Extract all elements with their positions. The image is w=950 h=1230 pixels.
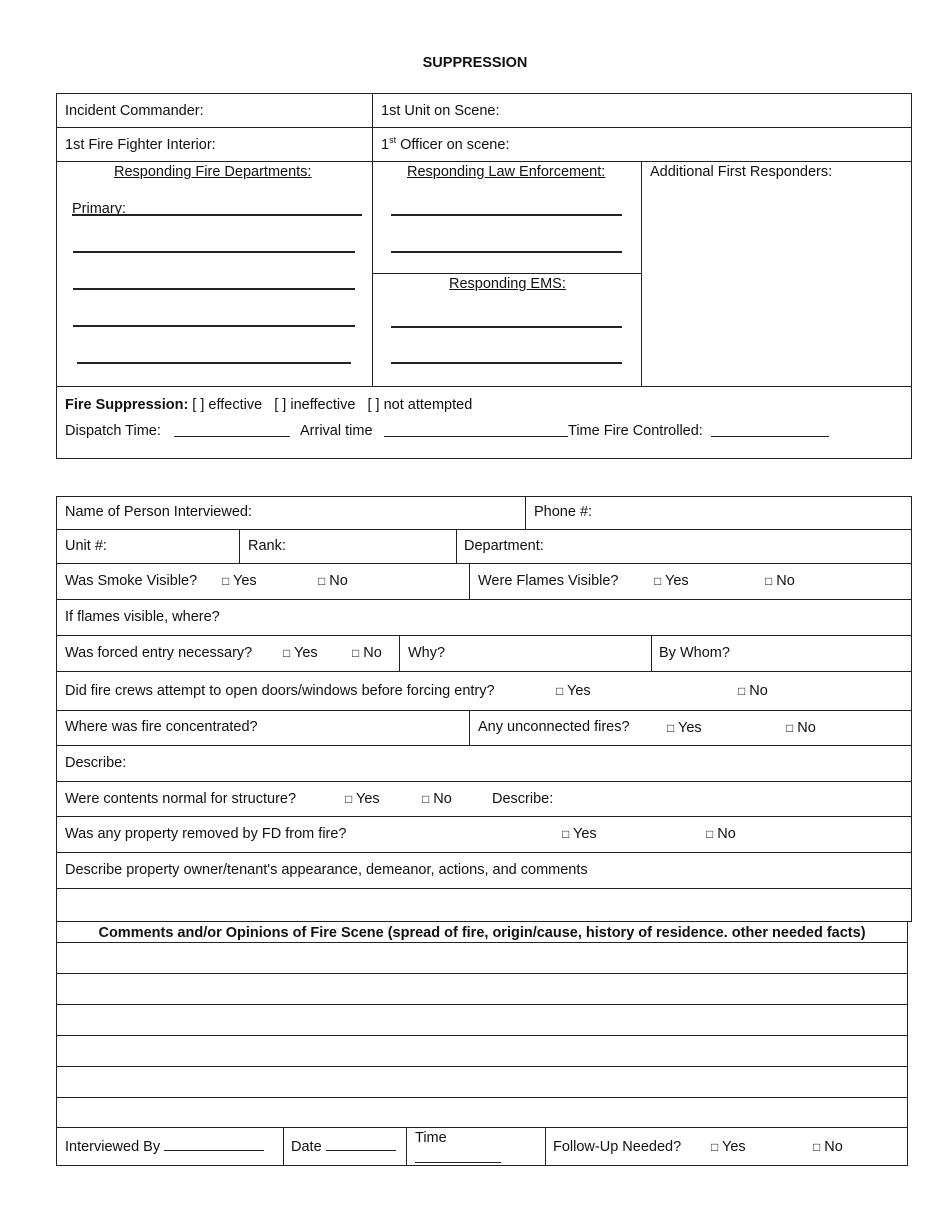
no-label: No xyxy=(717,826,736,842)
yes-label: Yes xyxy=(294,645,318,661)
divider xyxy=(456,529,457,563)
flames-visible-label: Were Flames Visible? xyxy=(478,573,619,589)
flames-yes-option[interactable] xyxy=(654,572,689,590)
yes-label: Yes xyxy=(573,826,597,842)
time-line[interactable] xyxy=(415,1162,501,1163)
responding-le-heading: Responding Law Enforcement: xyxy=(407,164,606,180)
comments-heading: Comments and/or Opinions of Fire Scene (spread of fire, origin/cause, history of residence. other needed facts) xyxy=(98,925,866,941)
checkbox-icon: □ xyxy=(786,721,794,735)
no-label: No xyxy=(776,573,795,589)
interviewed-by-label: Interviewed By xyxy=(65,1139,161,1155)
flames-where-field[interactable]: If flames visible, where? xyxy=(65,609,220,625)
no-label: No xyxy=(749,683,768,699)
checkbox-icon: □ xyxy=(222,574,230,588)
comments-table xyxy=(56,942,908,1166)
unconnected-fires-label: Any unconnected fires? xyxy=(478,719,630,735)
comment-line[interactable] xyxy=(56,1127,908,1128)
divider xyxy=(239,529,240,563)
fd-line[interactable] xyxy=(73,288,355,290)
first-unit-field[interactable]: 1st Unit on Scene: xyxy=(381,103,500,119)
fire-suppression-label: Fire Suppression: xyxy=(65,397,189,413)
additional-responders-heading: Additional First Responders: xyxy=(650,164,833,180)
name-interviewed-field[interactable]: Name of Person Interviewed: xyxy=(65,504,252,520)
property-no-option[interactable] xyxy=(706,825,736,843)
divider xyxy=(56,161,912,162)
checkbox-icon: □ xyxy=(345,792,353,806)
date-label: Date xyxy=(291,1139,322,1155)
ems-line[interactable] xyxy=(391,362,622,364)
le-line[interactable] xyxy=(391,214,622,216)
divider xyxy=(56,816,912,817)
divider xyxy=(651,635,652,671)
yes-label: Yes xyxy=(665,573,689,589)
forced-yes-option[interactable] xyxy=(283,644,318,662)
divider xyxy=(56,852,912,853)
divider xyxy=(56,745,912,746)
forced-entry-label: Was forced entry necessary? xyxy=(65,645,253,661)
phone-field[interactable]: Phone #: xyxy=(534,504,593,520)
first-ff-interior-field[interactable]: 1st Fire Fighter Interior: xyxy=(65,137,216,153)
divider xyxy=(372,93,373,386)
divider xyxy=(56,529,912,530)
divider xyxy=(56,781,912,782)
checkbox-icon: □ xyxy=(738,684,746,698)
follow-up-no-option[interactable] xyxy=(813,1138,843,1156)
checkbox-icon: □ xyxy=(711,1140,719,1154)
comment-line[interactable] xyxy=(56,1066,908,1067)
divider xyxy=(56,386,912,387)
ems-line[interactable] xyxy=(391,326,622,328)
first-officer-suffix: Officer on scene: xyxy=(396,137,510,153)
yes-label: Yes xyxy=(722,1139,746,1155)
comment-line[interactable] xyxy=(56,1035,908,1036)
divider xyxy=(399,635,400,671)
unit-field[interactable]: Unit #: xyxy=(65,538,107,554)
describe-field[interactable]: Describe: xyxy=(65,755,127,771)
smoke-visible-label: Was Smoke Visible? xyxy=(65,573,198,589)
page-title: SUPPRESSION xyxy=(422,55,528,71)
date-field[interactable] xyxy=(291,1138,396,1156)
first-officer-prefix: 1 xyxy=(381,137,390,153)
follow-up-label: Follow-Up Needed? xyxy=(553,1139,682,1155)
checkbox-icon: □ xyxy=(765,574,773,588)
no-label: No xyxy=(824,1139,843,1155)
time-fire-controlled-line[interactable] xyxy=(711,436,829,437)
contents-yes-option[interactable] xyxy=(345,790,380,808)
checkbox-icon: □ xyxy=(667,721,675,735)
no-label: No xyxy=(433,791,452,807)
divider xyxy=(907,922,908,942)
comment-line[interactable] xyxy=(56,1004,908,1005)
department-field[interactable]: Department: xyxy=(464,538,544,554)
no-label: No xyxy=(363,645,382,661)
fire-suppression-row[interactable] xyxy=(65,396,472,414)
fd-line[interactable] xyxy=(77,362,351,364)
divider xyxy=(56,599,912,600)
le-line[interactable] xyxy=(391,251,622,253)
divider xyxy=(56,127,912,128)
first-officer-sup: st xyxy=(389,135,397,146)
flames-no-option[interactable] xyxy=(765,572,795,590)
interviewed-by-line xyxy=(164,1138,264,1151)
owner-appearance-label: Describe property owner/tenant's appearance, demeanor, actions, and comments xyxy=(65,862,588,878)
date-line xyxy=(326,1138,396,1151)
smoke-no-option[interactable] xyxy=(318,572,348,590)
property-yes-option[interactable] xyxy=(562,825,597,843)
open-doors-label: Did fire crews attempt to open doors/windows before forcing entry? xyxy=(65,683,495,699)
by-whom-field[interactable]: By Whom? xyxy=(659,645,730,661)
checkbox-icon: □ xyxy=(422,792,430,806)
checkbox-icon: □ xyxy=(318,574,326,588)
time-fire-controlled-label: Time Fire Controlled: xyxy=(568,423,703,439)
primary-label: Primary: xyxy=(72,201,126,217)
why-field[interactable]: Why? xyxy=(408,645,446,661)
fire-suppression-options: [ ] effective [ ] ineffective [ ] not attempted xyxy=(188,397,473,413)
interview-table xyxy=(56,496,912,922)
contents-no-option[interactable] xyxy=(422,790,452,808)
divider xyxy=(56,563,912,564)
open-doors-no-option[interactable] xyxy=(738,682,768,700)
open-doors-yes-option[interactable] xyxy=(556,682,591,700)
divider xyxy=(469,563,470,599)
owner-appearance-input[interactable] xyxy=(57,889,911,921)
divider xyxy=(406,1127,407,1166)
dispatch-time-label: Dispatch Time: xyxy=(65,423,161,439)
no-label: No xyxy=(797,720,816,736)
checkbox-icon: □ xyxy=(283,646,291,660)
fd-line[interactable] xyxy=(73,251,355,253)
follow-up-yes-option[interactable] xyxy=(711,1138,746,1156)
property-removed-label: Was any property removed by FD from fire? xyxy=(65,826,347,842)
time-label: Time xyxy=(415,1130,447,1146)
divider xyxy=(545,1127,546,1166)
checkbox-icon: □ xyxy=(706,827,714,841)
fire-concentrated-field[interactable]: Where was fire concentrated? xyxy=(65,719,258,735)
checkbox-icon: □ xyxy=(562,827,570,841)
checkbox-icon: □ xyxy=(352,646,360,660)
divider xyxy=(56,635,912,636)
divider xyxy=(469,710,470,745)
no-label: No xyxy=(329,573,348,589)
arrival-time-label: Arrival time xyxy=(300,423,373,439)
unconnected-yes-option[interactable] xyxy=(667,719,702,737)
describe-contents-field[interactable]: Describe: xyxy=(492,791,554,807)
divider xyxy=(641,161,642,386)
contents-normal-label: Were contents normal for structure? xyxy=(65,791,297,807)
forced-no-option[interactable] xyxy=(352,644,382,662)
primary-line[interactable] xyxy=(72,214,362,216)
divider xyxy=(56,710,912,711)
checkbox-icon: □ xyxy=(813,1140,821,1154)
incident-commander-field[interactable]: Incident Commander: xyxy=(65,103,204,119)
yes-label: Yes xyxy=(233,573,257,589)
responding-fd-heading: Responding Fire Departments: xyxy=(114,164,312,180)
comment-line[interactable] xyxy=(56,1097,908,1098)
divider xyxy=(525,496,526,529)
interviewed-by-field[interactable] xyxy=(65,1138,264,1156)
arrival-time-line[interactable] xyxy=(384,436,568,437)
responding-ems-heading: Responding EMS: xyxy=(449,276,566,292)
yes-label: Yes xyxy=(356,791,380,807)
divider xyxy=(283,1127,284,1166)
comment-line[interactable] xyxy=(56,973,908,974)
unconnected-no-option[interactable] xyxy=(786,719,816,737)
divider xyxy=(56,922,57,942)
fd-line[interactable] xyxy=(73,325,355,327)
first-officer-field[interactable] xyxy=(381,136,509,154)
checkbox-icon: □ xyxy=(654,574,662,588)
yes-label: Yes xyxy=(567,683,591,699)
checkbox-icon: □ xyxy=(556,684,564,698)
smoke-yes-option[interactable] xyxy=(222,572,257,590)
divider xyxy=(56,671,912,672)
divider xyxy=(372,273,641,274)
yes-label: Yes xyxy=(678,720,702,736)
rank-field[interactable]: Rank: xyxy=(248,538,286,554)
dispatch-time-line[interactable] xyxy=(174,436,290,437)
